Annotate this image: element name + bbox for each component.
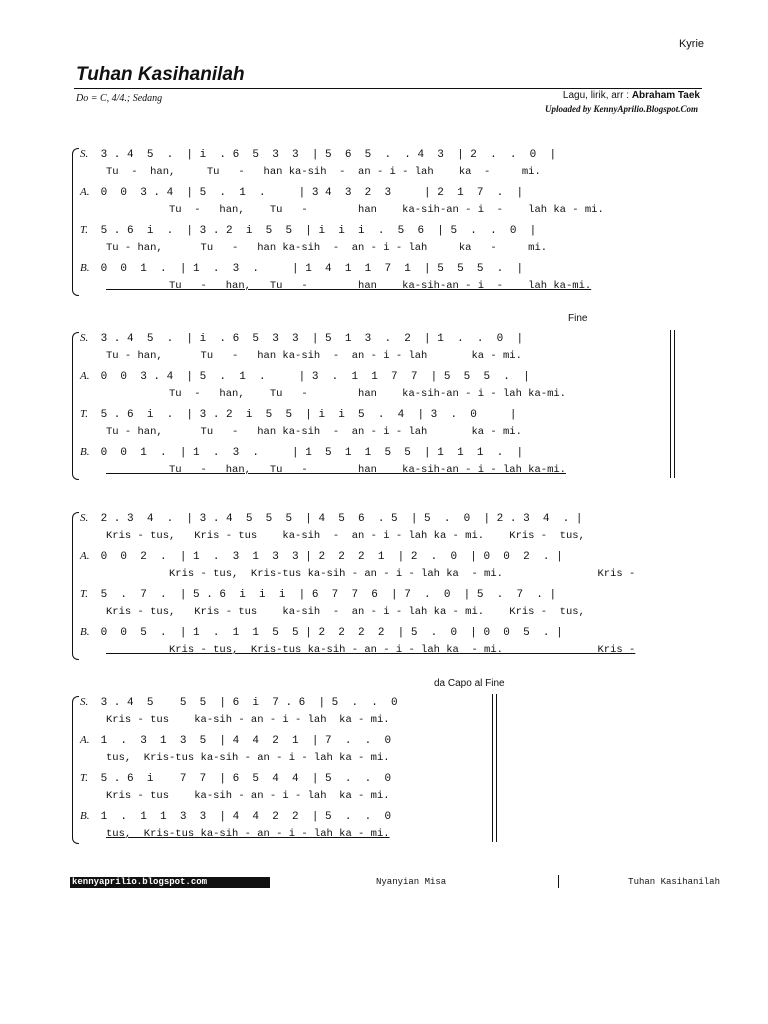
system-brace bbox=[72, 332, 79, 480]
upload-credit: Uploaded by KennyAprilio.Blogspot.Com bbox=[544, 104, 698, 114]
footer-site: kennyaprilio.blogspot.com bbox=[70, 877, 270, 888]
credit-label: Lagu, lirik, arr : bbox=[562, 90, 632, 101]
tenor-notes: T. 5 . 6 i 7 7 | 6 5 4 4 | 5 . . 0 bbox=[80, 772, 392, 785]
bass-notes: B. 1 . 1 1 3 3 | 4 4 2 2 | 5 . . 0 bbox=[80, 810, 392, 823]
system-4 bbox=[72, 694, 502, 846]
tenor-notes: T. 5 . 6 i . | 3 . 2 i 5 5 | i i i . 5 6 | 5 . . 0 | bbox=[80, 224, 537, 237]
alto-lyrics: Kris - tus, Kris-tus ka-sih - an - i - lah ka - mi. Kris - bbox=[106, 568, 636, 580]
tenor-lyrics: Kris - tus, Kris - tus ka-sih - an - i - lah ka - mi. Kris - tus, bbox=[106, 606, 585, 618]
composer-credit bbox=[563, 90, 700, 101]
bass-notes: B. 0 0 1 . | 1 . 3 . | 1 4 1 1 7 1 | 5 5 5 . | bbox=[80, 262, 524, 275]
system-2 bbox=[72, 330, 678, 482]
composer-name: Abraham Taek bbox=[631, 90, 700, 101]
alto-notes: A. 0 0 3 . 4 | 5 . 1 . | 3 . 1 1 7 7 | 5 5 5 . | bbox=[80, 370, 530, 383]
bass-lyrics: Tu - han, Tu - han ka-sih-an - i - lah ka-mi. bbox=[106, 464, 566, 476]
tenor-lyrics: Kris - tus ka-sih - an - i - lah ka - mi. bbox=[106, 790, 390, 802]
tenor-lyrics: Tu - han, Tu - han ka-sih - an - i - lah ka - mi. bbox=[106, 426, 522, 438]
soprano-notes: S. 3 . 4 5 5 5 | 6 i 7 . 6 | 5 . . 0 bbox=[80, 696, 398, 709]
system-1 bbox=[72, 146, 704, 298]
soprano-notes: S. 2 . 3 4 . | 3 . 4 5 5 5 | 4 5 6 . 5 | 5 . 0 | 2 . 3 4 . | bbox=[80, 512, 583, 525]
tenor-lyrics: Tu - han, Tu - han ka-sih - an - i - lah ka - mi. bbox=[106, 242, 548, 254]
soprano-lyrics: Kris - tus, Kris - tus ka-sih - an - i - lah ka - mi. Kris - tus, bbox=[106, 530, 585, 542]
system-brace bbox=[72, 148, 79, 296]
footer-divider bbox=[558, 875, 559, 888]
footer-category: Nyanyian Misa bbox=[376, 877, 447, 887]
soprano-notes: S. 3 . 4 5 . | i . 6 5 3 3 | 5 6 5 . . 4 3 | 2 . . 0 | bbox=[80, 148, 557, 161]
tenor-notes: T. 5 . 6 i . | 3 . 2 i 5 5 | i i 5 . 4 | 3 . 0 | bbox=[80, 408, 517, 421]
final-barline bbox=[670, 330, 675, 478]
song-title: Tuhan Kasihanilah bbox=[76, 64, 245, 85]
tenor-notes: T. 5 . 7 . | 5 . 6 i i i | 6 7 7 6 | 7 . 0 | 5 . 7 . | bbox=[80, 588, 557, 601]
bass-lyrics: Tu - han, Tu - han ka-sih-an - i - lah ka-mi. bbox=[106, 280, 592, 292]
system-brace bbox=[72, 696, 79, 844]
alto-notes: A. 1 . 3 1 3 5 | 4 4 2 1 | 7 . . 0 bbox=[80, 734, 392, 747]
alto-lyrics: tus, Kris-tus ka-sih - an - i - lah ka - mi. bbox=[106, 752, 390, 764]
soprano-notes: S. 3 . 4 5 . | i . 6 5 3 3 | 5 1 3 . 2 | 1 . . 0 | bbox=[80, 332, 524, 345]
system-3 bbox=[72, 510, 684, 662]
soprano-lyrics: Tu - han, Tu - han ka-sih - an - i - lah ka - mi. bbox=[106, 350, 522, 362]
soprano-lyrics: Kris - tus ka-sih - an - i - lah ka - mi. bbox=[106, 714, 390, 726]
fine-mark: Fine bbox=[568, 313, 588, 324]
alto-notes: A. 0 0 3 . 4 | 5 . 1 . | 3 4 3 2 3 | 2 1 7 . | bbox=[80, 186, 524, 199]
final-barline bbox=[492, 694, 497, 842]
system-brace bbox=[72, 512, 79, 660]
alto-lyrics: Tu - han, Tu - han ka-sih-an - i - lah ka-mi. bbox=[106, 388, 566, 400]
footer-song: Tuhan Kasihanilah bbox=[628, 877, 720, 887]
category-label: Kyrie bbox=[678, 38, 704, 50]
soprano-lyrics: Tu - han, Tu - han ka-sih - an - i - lah ka - mi. bbox=[106, 166, 541, 178]
bass-lyrics: Kris - tus, Kris-tus ka-sih - an - i - lah ka - mi. Kris - bbox=[106, 644, 636, 656]
title-rule bbox=[74, 88, 702, 89]
key-info: Do = C, 4/4.; Sedang bbox=[76, 93, 163, 104]
bass-notes: B. 0 0 1 . | 1 . 3 . | 1 5 1 1 5 5 | 1 1 1 . | bbox=[80, 446, 524, 459]
bass-notes: B. 0 0 5 . | 1 . 1 1 5 5 | 2 2 2 2 | 5 . 0 | 0 0 5 . | bbox=[80, 626, 563, 639]
alto-lyrics: Tu - han, Tu - han ka-sih-an - i - lah ka - mi. bbox=[106, 204, 604, 216]
bass-lyrics: tus, Kris-tus ka-sih - an - i - lah ka - mi. bbox=[106, 828, 390, 840]
da-capo-mark: da Capo al Fine bbox=[434, 678, 505, 689]
alto-notes: A. 0 0 2 . | 1 . 3 1 3 3 | 2 2 2 1 | 2 . 0 | 0 0 2 . | bbox=[80, 550, 563, 563]
